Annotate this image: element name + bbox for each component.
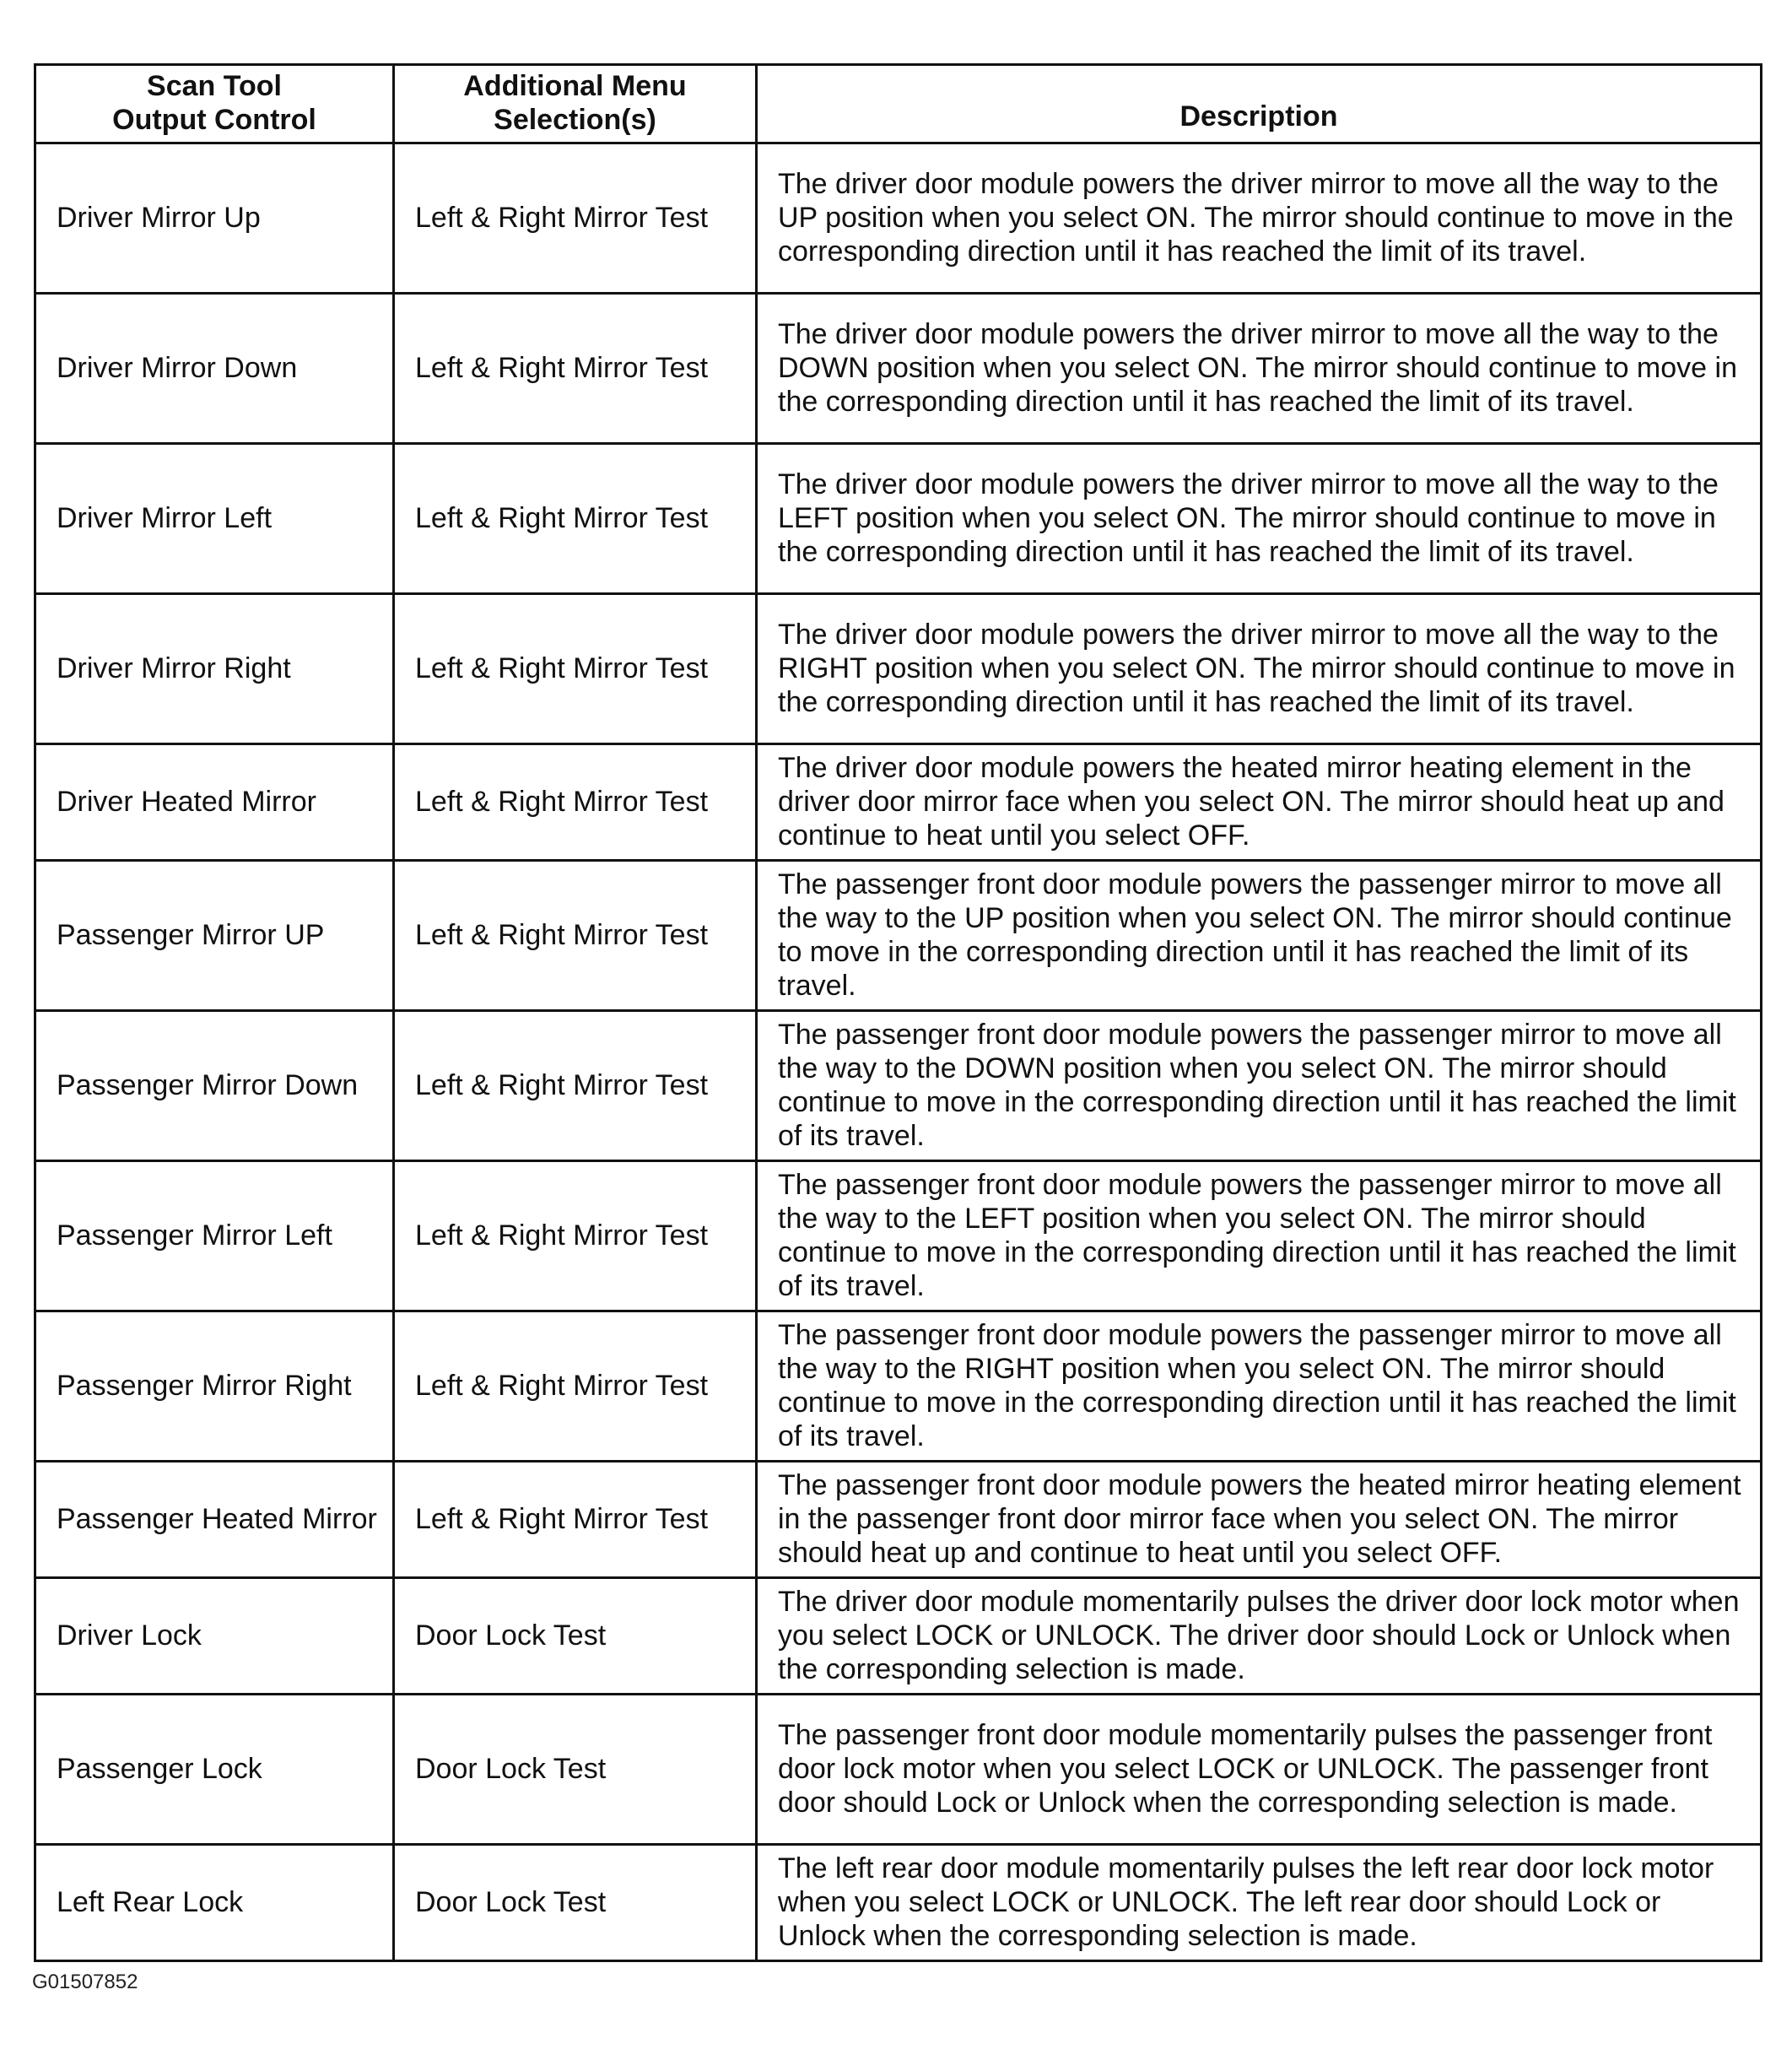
table-row: [35, 594, 1762, 744]
table-row: [35, 1462, 1762, 1578]
cell-description: The driver door module powers the heated mirror heating element in the driver door mirror face when you select ON. The mirror should heat up and continue to heat until you select OFF.: [757, 744, 1762, 861]
cell-menu-selection: Door Lock Test: [394, 1845, 757, 1961]
cell-description: The driver door module powers the driver mirror to move all the way to the DOWN position when you select ON. The mirror should continue to move in the corresponding direction until it has reached the limit of its travel.: [757, 294, 1762, 444]
cell-menu-selection: Left & Right Mirror Test: [394, 1311, 757, 1462]
cell-menu-selection: Left & Right Mirror Test: [394, 594, 757, 744]
cell-output-control: Passenger Mirror Left: [35, 1161, 394, 1311]
table-row: [35, 861, 1762, 1011]
table-row: [35, 1011, 1762, 1161]
cell-description: The passenger front door module powers the passenger mirror to move all the way to the LEFT position when you select ON. The mirror should continue to move in the corresponding direction until it has reached the limit of its travel.: [757, 1161, 1762, 1311]
cell-description: The passenger front door module powers the passenger mirror to move all the way to the RIGHT position when you select ON. The mirror should continue to move in the corresponding direction until it has reached the limit of its travel.: [757, 1311, 1762, 1462]
header-output-control: Scan Tool Output Control: [35, 65, 394, 143]
cell-description: The passenger front door module powers the passenger mirror to move all the way to the UP position when you select ON. The mirror should continue to move in the corresponding direction until it has reached the limit of its travel.: [757, 861, 1762, 1011]
cell-output-control: Passenger Lock: [35, 1695, 394, 1845]
table-row: [35, 1578, 1762, 1695]
cell-menu-selection: Left & Right Mirror Test: [394, 1011, 757, 1161]
cell-menu-selection: Left & Right Mirror Test: [394, 444, 757, 594]
cell-menu-selection: Left & Right Mirror Test: [394, 744, 757, 861]
cell-output-control: Driver Mirror Down: [35, 294, 394, 444]
table-row: [35, 1311, 1762, 1462]
cell-menu-selection: Left & Right Mirror Test: [394, 294, 757, 444]
cell-output-control: Driver Mirror Right: [35, 594, 394, 744]
table-header-row: [35, 65, 1762, 143]
cell-output-control: Passenger Mirror Right: [35, 1311, 394, 1462]
cell-output-control: Passenger Mirror UP: [35, 861, 394, 1011]
cell-description: The driver door module powers the driver mirror to move all the way to the LEFT position when you select ON. The mirror should continue to move in the corresponding direction until it has reached the limit of its travel.: [757, 444, 1762, 594]
table-row: [35, 294, 1762, 444]
cell-output-control: Driver Heated Mirror: [35, 744, 394, 861]
table-row: [35, 1695, 1762, 1845]
cell-menu-selection: Left & Right Mirror Test: [394, 1462, 757, 1578]
cell-output-control: Driver Lock: [35, 1578, 394, 1695]
cell-description: The passenger front door module powers the heated mirror heating element in the passenger front door mirror face when you select ON. The mirror should heat up and continue to heat until you select OFF.: [757, 1462, 1762, 1578]
cell-output-control: Driver Mirror Left: [35, 444, 394, 594]
cell-output-control: Left Rear Lock: [35, 1845, 394, 1961]
cell-menu-selection: Left & Right Mirror Test: [394, 143, 757, 294]
cell-output-control: Passenger Heated Mirror: [35, 1462, 394, 1578]
cell-menu-selection: Left & Right Mirror Test: [394, 861, 757, 1011]
header-description: Description: [757, 65, 1762, 143]
table-row: [35, 444, 1762, 594]
cell-menu-selection: Left & Right Mirror Test: [394, 1161, 757, 1311]
table-body: [35, 143, 1762, 1961]
cell-description: The driver door module momentarily pulses the driver door lock motor when you select LOCK or UNLOCK. The driver door should Lock or Unlock when the corresponding selection is made.: [757, 1578, 1762, 1695]
scan-tool-output-control-table: [34, 63, 1762, 1962]
cell-output-control: Passenger Mirror Down: [35, 1011, 394, 1161]
cell-description: The passenger front door module momentarily pulses the passenger front door lock motor when you select LOCK or UNLOCK. The passenger front door should Lock or Unlock when the corresponding selection is made.: [757, 1695, 1762, 1845]
table-row: [35, 1845, 1762, 1961]
cell-description: The left rear door module momentarily pulses the left rear door lock motor when you select LOCK or UNLOCK. The left rear door should Lock or Unlock when the corresponding selection is made.: [757, 1845, 1762, 1961]
cell-description: The driver door module powers the driver mirror to move all the way to the RIGHT position when you select ON. The mirror should continue to move in the corresponding direction until it has reached the limit of its travel.: [757, 594, 1762, 744]
table-row: [35, 744, 1762, 861]
cell-output-control: Driver Mirror Up: [35, 143, 394, 294]
header-menu-selection: Additional Menu Selection(s): [394, 65, 757, 143]
table-row: [35, 1161, 1762, 1311]
cell-menu-selection: Door Lock Test: [394, 1695, 757, 1845]
cell-description: The passenger front door module powers the passenger mirror to move all the way to the DOWN position when you select ON. The mirror should continue to move in the corresponding direction until it has reached the limit of its travel.: [757, 1011, 1762, 1161]
cell-menu-selection: Door Lock Test: [394, 1578, 757, 1695]
figure-id: G01507852: [32, 1971, 138, 1993]
table-row: [35, 143, 1762, 294]
cell-description: The driver door module powers the driver mirror to move all the way to the UP position when you select ON. The mirror should continue to move in the corresponding direction until it has reached the limit of its travel.: [757, 143, 1762, 294]
